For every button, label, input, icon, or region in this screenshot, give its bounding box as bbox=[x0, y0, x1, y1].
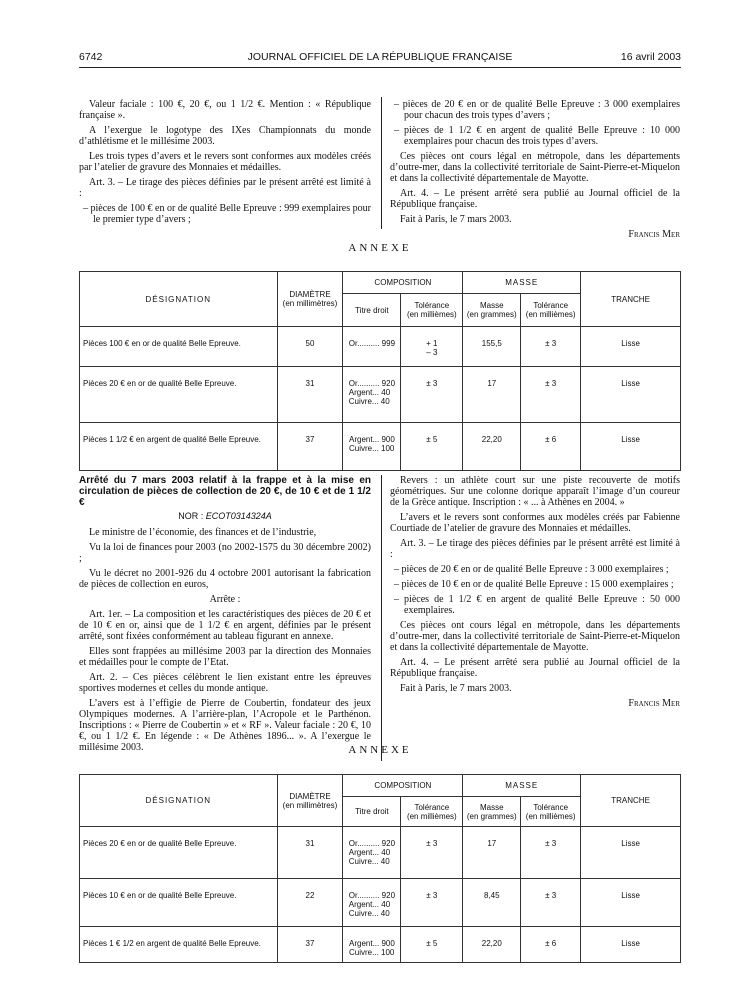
cell-designation: Pièces 1 € 1/2 en argent de qualité Belle Epreuve. bbox=[80, 927, 278, 963]
col-tranche: TRANCHE bbox=[581, 775, 681, 827]
a2-right-column bbox=[390, 475, 680, 709]
column-divider bbox=[381, 97, 382, 229]
list-item: – pièces de 10 € en or de qualité Belle Epreuve : 15 000 exemplaires ; bbox=[394, 579, 674, 590]
tolerance-line: ± 5 bbox=[426, 435, 438, 444]
column-divider bbox=[381, 475, 382, 761]
composition-line: Or.......... 920 bbox=[348, 891, 396, 900]
cell-designation: Pièces 10 € en or de qualité Belle Epreuve. bbox=[80, 879, 278, 927]
tolerance-line: ± 3 bbox=[426, 891, 438, 900]
cell-tolerance bbox=[401, 367, 463, 423]
paragraph: Fait à Paris, le 7 mars 2003. bbox=[400, 683, 512, 694]
annexe-table-1 bbox=[79, 271, 681, 471]
cell-tolerance bbox=[401, 327, 463, 367]
paragraph: Les trois types d’avers et le revers sont conformes aux modèles créés par l’atelier de gravure des Monnaies et médailles. bbox=[79, 151, 371, 173]
col-tolerance: Tolérance (en millièmes) bbox=[401, 294, 463, 327]
list-item: – pièces de 1 1/2 € en argent de qualité Belle Epreuve : 50 000 exemplaires. bbox=[394, 594, 680, 616]
cell-masse-tolerance: ± 3 bbox=[521, 879, 581, 927]
cell-masse: 22,20 bbox=[463, 423, 521, 471]
cell-masse: 155,5 bbox=[463, 327, 521, 367]
journal-title: JOURNAL OFFICIEL DE LA RÉPUBLIQUE FRANÇAISE bbox=[247, 51, 513, 63]
list-item: – pièces de 20 € en or de qualité Belle Epreuve : 3 000 exemplaires ; bbox=[394, 564, 669, 575]
cell-composition bbox=[343, 827, 401, 879]
paragraph: A l’exergue le logotype des IXes Championnats du monde d’athlétisme et le millésime 2003. bbox=[79, 125, 371, 147]
signature: Francis Mer bbox=[628, 698, 680, 709]
table-row bbox=[80, 327, 681, 367]
annexe-heading: ANNEXE bbox=[348, 242, 412, 254]
composition-line: Cuivre... 40 bbox=[348, 909, 390, 918]
cell-tolerance bbox=[401, 879, 463, 927]
paragraph: Ces pièces ont cours légal en métropole, dans les départements d’outre-mer, dans la collectivité territoriale de Saint-Pierre-et-Miquelon et dans la collectivité départementale de Mayotte. bbox=[390, 620, 680, 653]
cell-tranche: Lisse bbox=[581, 367, 681, 423]
cell-tolerance bbox=[401, 423, 463, 471]
cell-composition bbox=[343, 423, 401, 471]
col-masse-grammes: Masse (en grammes) bbox=[463, 797, 521, 827]
paragraph: L’avers est à l’effigie de Pierre de Coubertin, fondateur des jeux Olympiques modernes. A l’arrière-plan, l’Acropole et le Parthénon. Inscriptions : « Pierre de Coubertin » et « RF ». Valeur faciale : 20 €, 10 €, ou 1 1/2 €. En légende : « De Athènes 1896... ». A l’exergue le millésime 2003. bbox=[79, 698, 371, 753]
tolerance-line: – 3 bbox=[426, 348, 438, 357]
paragraph: Fait à Paris, le 7 mars 2003. bbox=[400, 214, 512, 225]
cell-masse-tolerance: ± 3 bbox=[521, 367, 581, 423]
arrete-label: Arrête : bbox=[209, 594, 241, 605]
cell-tranche: Lisse bbox=[581, 327, 681, 367]
cell-tranche: Lisse bbox=[581, 879, 681, 927]
nor-reference: NOR : ECOT0314324A bbox=[178, 511, 272, 521]
composition-line: Or.......... 920 bbox=[348, 379, 396, 388]
col-masse-tolerance: Tolérance (en millièmes) bbox=[521, 797, 581, 827]
article-paragraph: Art. 1er. – La composition et les caractéristiques des pièces de 20 € et de 10 € en or, ainsi que de 1 1/2 € en argent, définies par le présent arrêté, sont fixées conformément au tableau figurant en annexe. bbox=[79, 609, 371, 642]
tolerance-line: ± 3 bbox=[426, 379, 438, 388]
col-designation: DÉSIGNATION bbox=[80, 775, 278, 827]
col-diametre: DIAMÈTRE (en millimètres) bbox=[277, 775, 343, 827]
cell-tranche: Lisse bbox=[581, 827, 681, 879]
tolerance-line: ± 5 bbox=[426, 939, 438, 948]
cell-diametre: 37 bbox=[277, 927, 343, 963]
header-rule bbox=[79, 67, 681, 68]
tolerance-line: ± 3 bbox=[426, 839, 438, 848]
composition-line: Argent... 40 bbox=[348, 388, 391, 397]
col-composition: COMPOSITION bbox=[343, 775, 463, 797]
a1-right-column bbox=[390, 99, 680, 240]
list-item: – pièces de 100 € en or de qualité Belle Epreuve : 999 exemplaires pour le premier type d’avers ; bbox=[83, 203, 371, 225]
cell-composition bbox=[343, 367, 401, 423]
composition-line: Argent... 40 bbox=[348, 848, 391, 857]
composition-line: Argent... 40 bbox=[348, 900, 391, 909]
paragraph: Le ministre de l’économie, des finances et de l’industrie, bbox=[89, 527, 317, 538]
cell-composition bbox=[343, 927, 401, 963]
cell-masse: 17 bbox=[463, 827, 521, 879]
col-tranche: TRANCHE bbox=[581, 272, 681, 327]
annexe-table-2 bbox=[79, 774, 681, 963]
cell-designation: Pièces 20 € en or de qualité Belle Epreuve. bbox=[80, 367, 278, 423]
cell-masse-tolerance: ± 3 bbox=[521, 827, 581, 879]
cell-masse-tolerance: ± 3 bbox=[521, 327, 581, 367]
cell-diametre: 50 bbox=[277, 327, 343, 367]
paragraph: Revers : un athlète court sur une piste recouverte de motifs géométriques. Sur une colonne dorique apparaît l’image d’un coureur de la Grèce antique. Inscription : « ... à Athènes en 2004. » bbox=[390, 475, 680, 508]
list-item: – pièces de 20 € en or de qualité Belle Epreuve : 3 000 exemplaires pour chacun des trois types d’avers ; bbox=[394, 99, 680, 121]
composition-line: Or.......... 999 bbox=[348, 339, 396, 348]
cell-designation: Pièces 100 € en or de qualité Belle Epreuve. bbox=[80, 327, 278, 367]
col-tolerance: Tolérance (en millièmes) bbox=[401, 797, 463, 827]
paragraph: L’avers et le revers sont conformes aux modèles créés par Fabienne Courtiade de l’atelier de gravure des Monnaies et médailles. bbox=[390, 512, 680, 534]
cell-masse: 17 bbox=[463, 367, 521, 423]
cell-tranche: Lisse bbox=[581, 927, 681, 963]
cell-designation: Pièces 20 € en or de qualité Belle Epreuve. bbox=[80, 827, 278, 879]
col-masse-grammes: Masse (en grammes) bbox=[463, 294, 521, 327]
composition-line: Argent... 900 bbox=[349, 435, 395, 444]
page-header bbox=[79, 51, 681, 65]
col-titre-droit: Titre droit bbox=[343, 797, 401, 827]
article-paragraph: Art. 3. – Le tirage des pièces définies par le présent arrêté est limité à : bbox=[390, 538, 680, 560]
col-composition: COMPOSITION bbox=[343, 272, 463, 294]
cell-diametre: 31 bbox=[277, 827, 343, 879]
cell-tolerance bbox=[401, 827, 463, 879]
article-paragraph: Art. 4. – Le présent arrêté sera publié au Journal officiel de la République française. bbox=[390, 188, 680, 210]
cell-designation: Pièces 1 1/2 € en argent de qualité Belle Epreuve. bbox=[80, 423, 278, 471]
cell-tolerance bbox=[401, 927, 463, 963]
cell-masse: 22,20 bbox=[463, 927, 521, 963]
paragraph: Ces pièces ont cours légal en métropole, dans les départements d’outre-mer, dans la collectivité territoriale de Saint-Pierre-et-Miquelon et dans la collectivité départementale de Mayotte. bbox=[390, 151, 680, 184]
cell-diametre: 37 bbox=[277, 423, 343, 471]
page-number: 6742 bbox=[79, 51, 103, 63]
paragraph: Valeur faciale : 100 €, 20 €, ou 1 1/2 €. Mention : « République française ». bbox=[79, 99, 371, 121]
composition-line: Argent... 900 bbox=[349, 939, 395, 948]
col-masse: MASSE bbox=[463, 272, 581, 294]
composition-line: Cuivre... 40 bbox=[348, 397, 390, 406]
paragraph: Vu la loi de finances pour 2003 (no 2002-1575 du 30 décembre 2002) ; bbox=[79, 542, 371, 564]
annexe-heading: ANNEXE bbox=[348, 744, 412, 756]
a2-left-column bbox=[79, 475, 371, 757]
a1-left-column bbox=[79, 99, 371, 229]
paragraph: Vu le décret no 2001-926 du 4 octobre 2001 autorisant la fabrication de pièces de collection en euros, bbox=[79, 568, 371, 590]
tolerance-line: + 1 bbox=[426, 339, 438, 348]
col-masse-tolerance: Tolérance (en millièmes) bbox=[521, 294, 581, 327]
table-row bbox=[80, 879, 681, 927]
article-paragraph: Art. 4. – Le présent arrêté sera publié au Journal officiel de la République française. bbox=[390, 657, 680, 679]
signature: Francis Mer bbox=[628, 229, 680, 240]
cell-masse-tolerance: ± 6 bbox=[521, 927, 581, 963]
composition-line: Cuivre... 40 bbox=[348, 857, 390, 866]
composition-line: Cuivre... 100 bbox=[349, 444, 395, 453]
cell-masse: 8,45 bbox=[463, 879, 521, 927]
table-row bbox=[80, 827, 681, 879]
col-designation: DÉSIGNATION bbox=[80, 272, 278, 327]
table-row bbox=[80, 927, 681, 963]
table-row bbox=[80, 423, 681, 471]
composition-line: Cuivre... 100 bbox=[349, 948, 395, 957]
table-row bbox=[80, 367, 681, 423]
col-titre-droit: Titre droit bbox=[343, 294, 401, 327]
article-paragraph: Art. 2. – Ces pièces célèbrent le lien existant entre les épreuves sportives modernes et celles du monde antique. bbox=[79, 672, 371, 694]
issue-date: 16 avril 2003 bbox=[620, 51, 681, 63]
cell-diametre: 31 bbox=[277, 367, 343, 423]
composition-line: Or.......... 920 bbox=[348, 839, 396, 848]
decree-title: Arrêté du 7 mars 2003 relatif à la frappe et à la mise en circulation de pièces de collection de 20 €, de 10 € et de 1 1/2 € bbox=[79, 475, 371, 508]
paragraph: Elles sont frappées au millésime 2003 par la direction des Monnaies et médailles pour le compte de l’Etat. bbox=[79, 646, 371, 668]
cell-composition bbox=[343, 879, 401, 927]
list-item: – pièces de 1 1/2 € en argent de qualité Belle Epreuve : 10 000 exemplaires pour chacun des trois types d’avers. bbox=[394, 125, 680, 147]
cell-tranche: Lisse bbox=[581, 423, 681, 471]
cell-diametre: 22 bbox=[277, 879, 343, 927]
cell-masse-tolerance: ± 6 bbox=[521, 423, 581, 471]
cell-composition bbox=[343, 327, 401, 367]
article-paragraph: Art. 3. – Le tirage des pièces définies par le présent arrêté est limité à : bbox=[79, 177, 371, 199]
col-masse: MASSE bbox=[463, 775, 581, 797]
col-diametre: DIAMÈTRE (en millimètres) bbox=[277, 272, 343, 327]
